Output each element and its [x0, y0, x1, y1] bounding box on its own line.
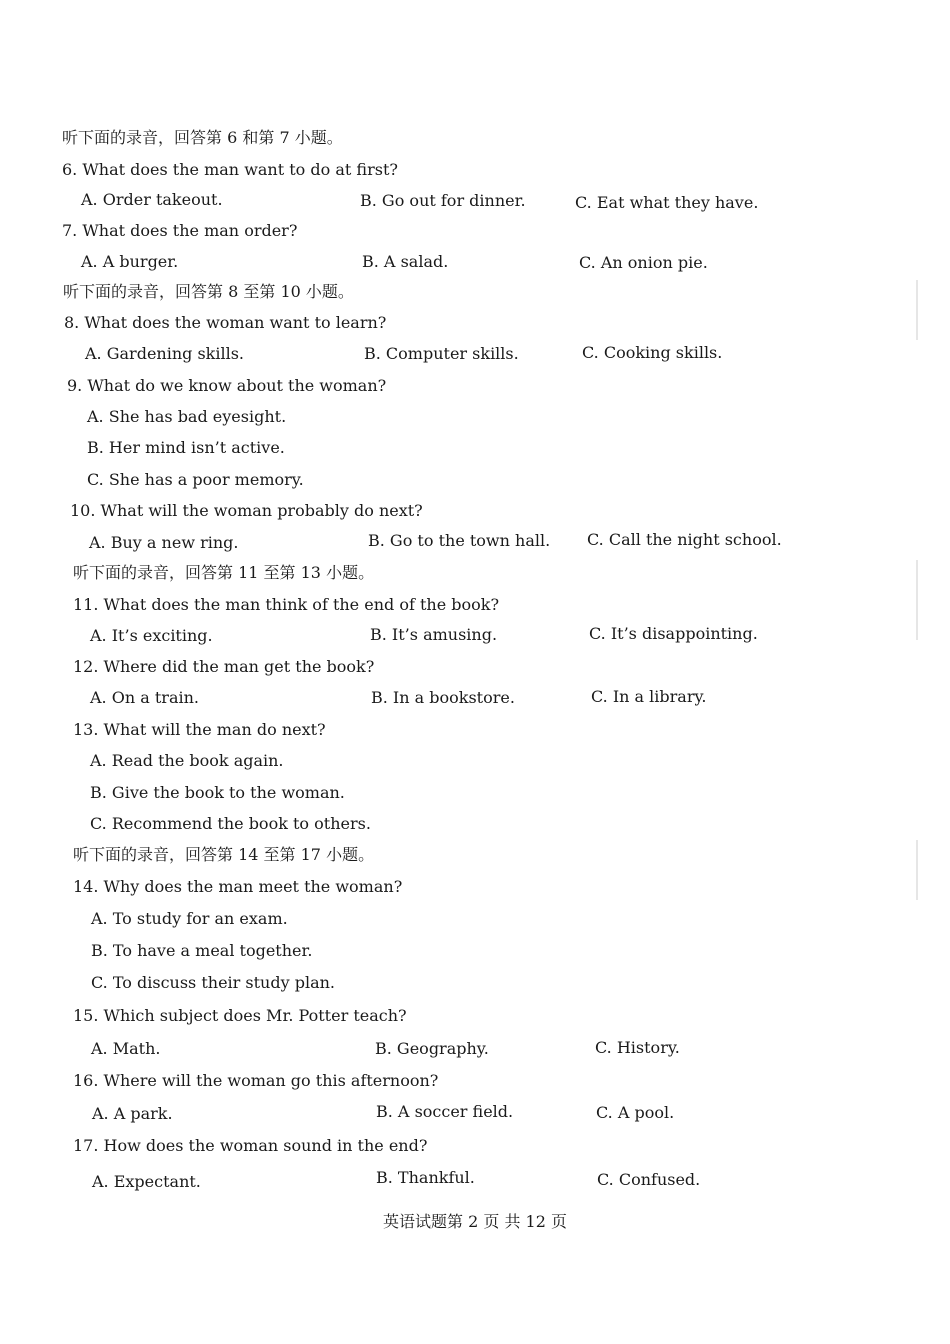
option-a: A. A park.: [92, 1104, 173, 1123]
question-stem: 11. What does the man think of the end of the book?: [73, 595, 500, 614]
option-b: B. Give the book to the woman.: [90, 783, 345, 802]
question-stem: 9. What do we know about the woman?: [67, 376, 387, 395]
option-c: C. A pool.: [596, 1103, 675, 1122]
option-c: C. Eat what they have.: [575, 193, 759, 212]
question-stem: 8. What does the woman want to learn?: [64, 313, 387, 332]
option-a: A. A burger.: [81, 252, 179, 271]
option-c: C. It’s disappointing.: [589, 624, 758, 643]
section-header: 听下面的录音，回答第 14 至第 17 小题。: [73, 845, 375, 864]
option-a: A. On a train.: [90, 688, 199, 707]
option-c: C. Recommend the book to others.: [90, 814, 371, 833]
question-stem: 16. Where will the woman go this afternoon?: [73, 1071, 439, 1090]
option-c: C. Call the night school.: [587, 530, 782, 549]
option-a: A. She has bad eyesight.: [87, 407, 287, 426]
option-a: A. Expectant.: [92, 1172, 201, 1191]
question-stem: 6. What does the man want to do at first?: [62, 160, 398, 179]
option-b: B. It’s amusing.: [370, 625, 498, 644]
option-b: B. Go to the town hall.: [368, 531, 551, 550]
option-c: C. An onion pie.: [579, 253, 708, 272]
page-footer: 英语试题第 2 页 共 12 页: [383, 1212, 567, 1231]
option-c: C. She has a poor memory.: [87, 470, 304, 489]
section-header: 听下面的录音，回答第 8 至第 10 小题。: [63, 282, 354, 301]
scan-edge-mark: [916, 560, 918, 640]
option-c: C. To discuss their study plan.: [91, 973, 335, 992]
option-a: A. Order takeout.: [81, 190, 223, 209]
option-a: A. Math.: [91, 1039, 161, 1058]
option-b: B. To have a meal together.: [91, 941, 313, 960]
option-a: A. Buy a new ring.: [89, 533, 239, 552]
section-header: 听下面的录音，回答第 6 和第 7 小题。: [62, 128, 343, 147]
option-b: B. In a bookstore.: [371, 688, 515, 707]
scan-edge-mark: [916, 840, 918, 900]
option-b: B. Her mind isn’t active.: [87, 438, 285, 457]
question-stem: 13. What will the man do next?: [73, 720, 326, 739]
option-b: B. Go out for dinner.: [360, 191, 526, 210]
option-c: C. In a library.: [591, 687, 707, 706]
scan-edge-mark: [916, 280, 918, 340]
option-a: A. Read the book again.: [90, 751, 284, 770]
option-a: A. Gardening skills.: [85, 344, 245, 363]
option-b: B. Computer skills.: [364, 344, 519, 363]
option-c: C. History.: [595, 1038, 680, 1057]
question-stem: 10. What will the woman probably do next?: [70, 501, 423, 520]
question-stem: 12. Where did the man get the book?: [73, 657, 375, 676]
question-stem: 17. How does the woman sound in the end?: [73, 1136, 428, 1155]
option-a: A. It’s exciting.: [90, 626, 213, 645]
question-stem: 14. Why does the man meet the woman?: [73, 877, 403, 896]
question-stem: 15. Which subject does Mr. Potter teach?: [73, 1006, 407, 1025]
option-a: A. To study for an exam.: [91, 909, 288, 928]
section-header: 听下面的录音，回答第 11 至第 13 小题。: [73, 563, 375, 582]
option-c: C. Confused.: [597, 1170, 701, 1189]
option-b: B. Thankful.: [376, 1168, 475, 1187]
option-b: B. A salad.: [362, 252, 449, 271]
option-c: C. Cooking skills.: [582, 343, 723, 362]
question-stem: 7. What does the man order?: [62, 221, 298, 240]
option-b: B. A soccer field.: [376, 1102, 514, 1121]
option-b: B. Geography.: [375, 1039, 489, 1058]
